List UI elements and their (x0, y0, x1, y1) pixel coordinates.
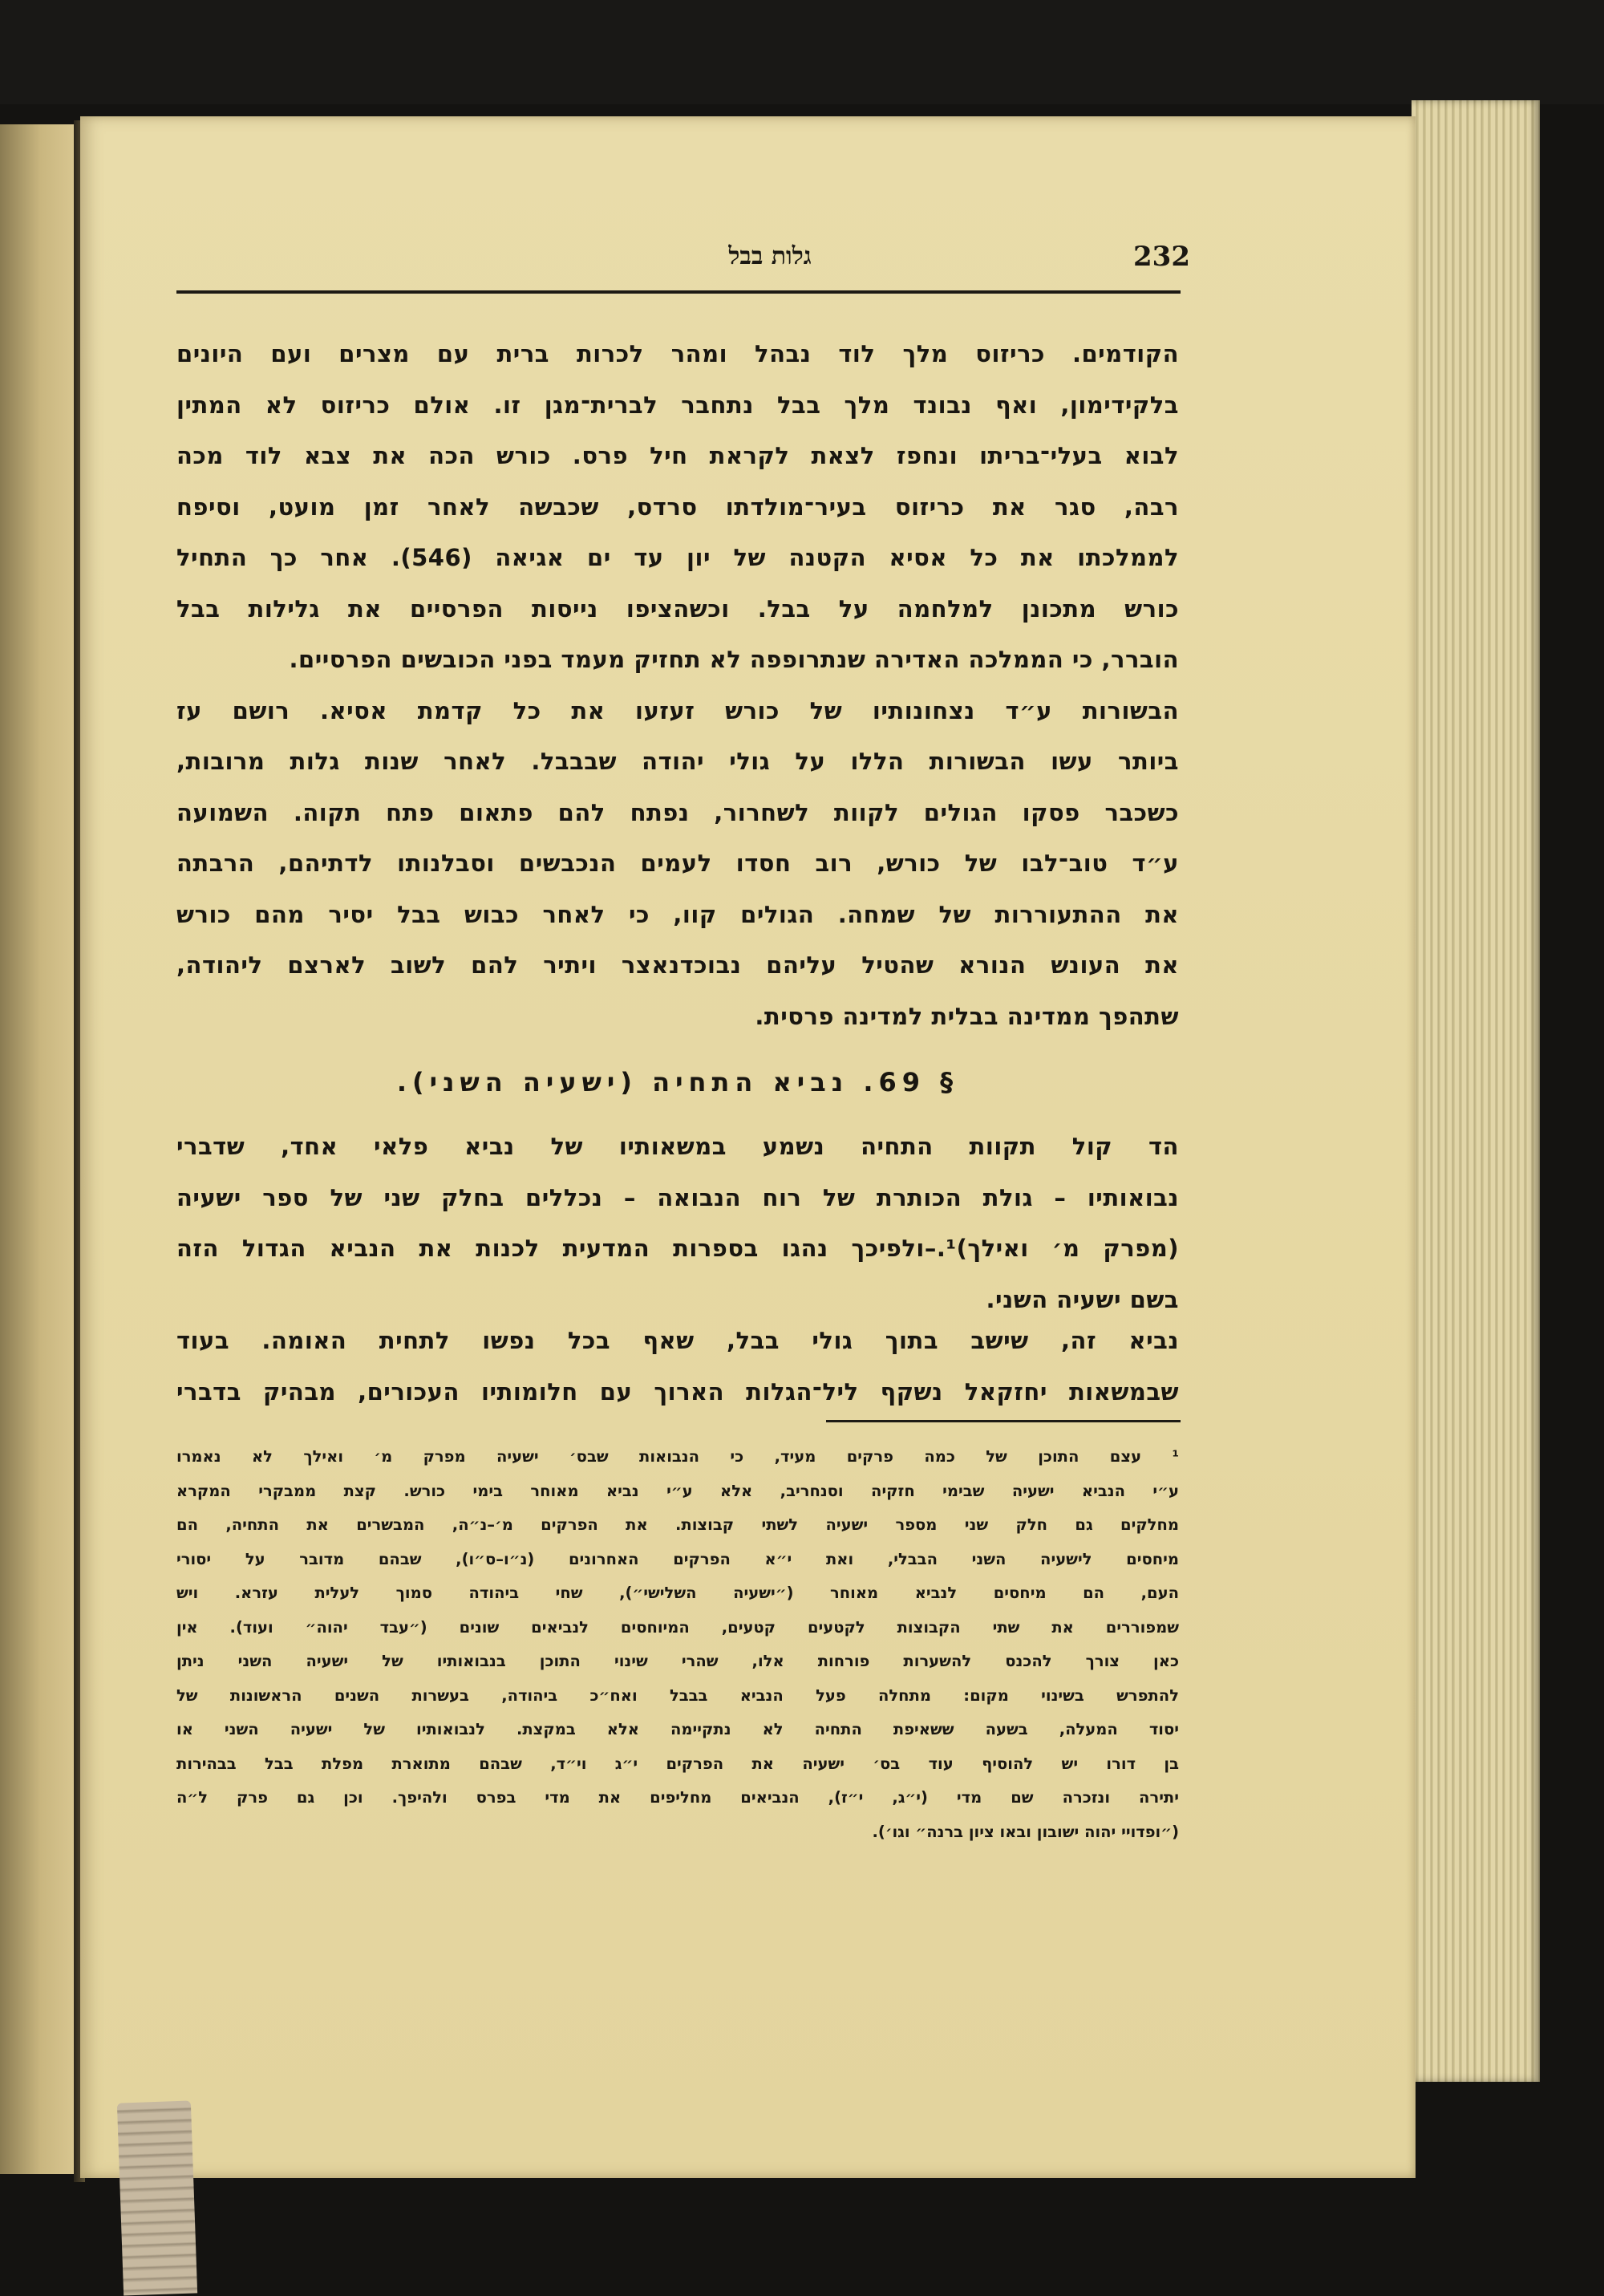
footnote-line: בן דורו יש להוסיף עוד בס׳ ישעיה את הפרקים י״ג וי״ד, שבהם מתוארת מפלת בבל בבהירות (176, 1754, 1179, 1773)
header-rule (176, 290, 1181, 294)
paragraph-3 (176, 1316, 1179, 1418)
footnote-line: יתירה ונזכרה שם מדי (י״ג, י״ז), הנביאים מחליפים את מדי בפרס ולהיפך. וכן גם פרק ל״ה (176, 1788, 1179, 1807)
text-line: הקודמים. כריזוס מלך לוד נבהל ומהר לכרות ברית עם מצרים ועם היונים (176, 340, 1179, 367)
footnote-line: ¹ עצם התוכן של כמה פרקים מעיד, כי הנבואות שבס׳ ישעיה מפרק מ׳ ואילך לא נאמרו (176, 1447, 1179, 1466)
footnote-line: שמפוררים את שתי הקבוצות לקטעים קטעים, המיוחסים לנביאים שונים (״עבד יהוה״ ועוד). אין (176, 1617, 1179, 1637)
text-line: נבואותיו – גולת הכותרת של רוח הנבואה – נכללים בחלק שני של ספר ישעיה (176, 1183, 1179, 1211)
text-line: לבוא בעלי־בריתו ונחפז לצאת לקראת חיל פרס. כורש הכה את צבא לוד מכה (176, 442, 1179, 469)
footnotes (176, 1440, 1179, 1849)
text-line: נביא זה, שישב בתוך גולי בבל, שאף בכל נפשו לתחית האומה. בעוד (176, 1327, 1179, 1354)
text-line: בשם ישעיה השני. (986, 1285, 1179, 1313)
dark-backdrop (0, 0, 1604, 104)
text-line: ביותר עשו הבשורות הללו על גולי יהודה שבבבל. לאחר שנות גלות מרובות, (176, 748, 1179, 775)
text-line: (מפרק מ׳ ואילך)¹.–ולפיכך נהגו בספרות המדעית לכנות את הנביא הגדול הזה (176, 1235, 1179, 1262)
footnote-line: כאן צורך להכנס להשערות פורחות אלו, שהרי שינוי התוכן בנבואותיו של ישעיה השני ניתן (176, 1652, 1179, 1670)
text-line: כשכבר פסקו הגולים לקוות לשחרור, נפתח להם פתאום פתח תקוה. השמועה (176, 798, 1179, 826)
text-line: הד קול תקוות התחיה נשמע במשאותיו של נביא פלאי אחד, שדברי (176, 1133, 1179, 1160)
text-line: הבשורות ע״ד נצחונותיו של כורש זעזעו את כל קדמת אסיא. רושם עז (176, 696, 1179, 724)
footnote-line: העם, הם מיחסים לנביא מאוחר (״ישעיה השלישי״), שחי ביהודה סמוך לעלית עזרא. ויש (176, 1584, 1179, 1602)
footnote-rule (826, 1420, 1181, 1422)
paragraph-2 (176, 1122, 1179, 1325)
footnote-line: מיחסים לישעיה השני הבבלי, ואת י״א הפרקים האחרונים (נ״ו–ס״ו), שבהם מדובר על יסורי (176, 1549, 1179, 1568)
text-line: הוברר, כי הממלכה האדירה שנתרופפה לא תחזיק מעמד בפני הכובשים הפרסיים. (289, 646, 1179, 673)
bookmark-ribbon (117, 2100, 197, 2295)
text-line: שבמשאות יחזקאל נשקף ליל־הגלות הארוך עם חלומותיו העכורים, מבהיק בדברי (176, 1377, 1179, 1406)
page-edges (1412, 100, 1540, 2082)
running-title: גלות בבל (728, 242, 812, 270)
footnote-line: להתפרש בשינוי מקום: מתחלה פעל הנביא בבבל ואח״כ ביהודה, בעשרות השנים הראשונות של (176, 1685, 1179, 1705)
text-line: את העונש הנורא שהטיל עליהם נבוכדנאצר ויתיר להם לשוב לארצם ליהודה, (176, 951, 1179, 979)
page-header (176, 241, 1190, 286)
text-line: את ההתעוררות של שמחה. הגולים קוו, כי לאחר כבוש בבל יסיר מהם כורש (176, 900, 1179, 928)
text-line: שתהפך ממדינה בבלית למדינה פרסית. (755, 1002, 1179, 1030)
text-line: בלקידימון, ואף נבונד מלך בבל נתחבר לברית־מגן זו. אולם כריזוס לא המתין (176, 391, 1179, 419)
paragraph-1 (176, 329, 1179, 1042)
footnote-line: יסוד המעלה, בשעה ששאיפת התחיה לא נתקיימה אלא במקצת. לנבואותיו של ישעיה השני או (176, 1720, 1179, 1738)
page-number: 232 (1133, 241, 1190, 273)
text-line: כורש מתכונן למלחמה על בבל. וכשהציפו נייסות הפרסיים את גלילות בבל (176, 594, 1179, 623)
footnote-line: מחלקים גם חלק שני מספר ישעיה לשתי קבוצות. את הפרקים מ׳–נ״ה, המבשרים את התחיה, הם (176, 1515, 1179, 1534)
text-line: רבה, סגר את כריזוס בעיר־מולדתו סרדס, שכבשה לאחר זמן מועט, וסיפח (176, 493, 1179, 521)
section-heading: § 69. נביא התחיה (ישעיה השני). (396, 1067, 959, 1097)
footnote-line: (״ופדויי יהוה ישובון ובאו ציון ברנה״ וגו׳). (872, 1822, 1179, 1841)
text-line: ע״ד טוב־לבו של כורש, רוב חסדו לעמים הנכבשים וסבלנותו לדתיהם, הרבתה (176, 850, 1179, 877)
text-line: לממלכתו את כל אסיא הקטנה של יון עד ים אגיאה (546). אחר כך התחיל (176, 544, 1179, 571)
left-page-edge (0, 124, 76, 2174)
footnote-line: ע״י הנביא ישעיה שבימי חזקיה וסנחריב, אלא ע״י נביא מאוחר בימי כורש. קצת ממבקרי המקרא (176, 1481, 1179, 1500)
